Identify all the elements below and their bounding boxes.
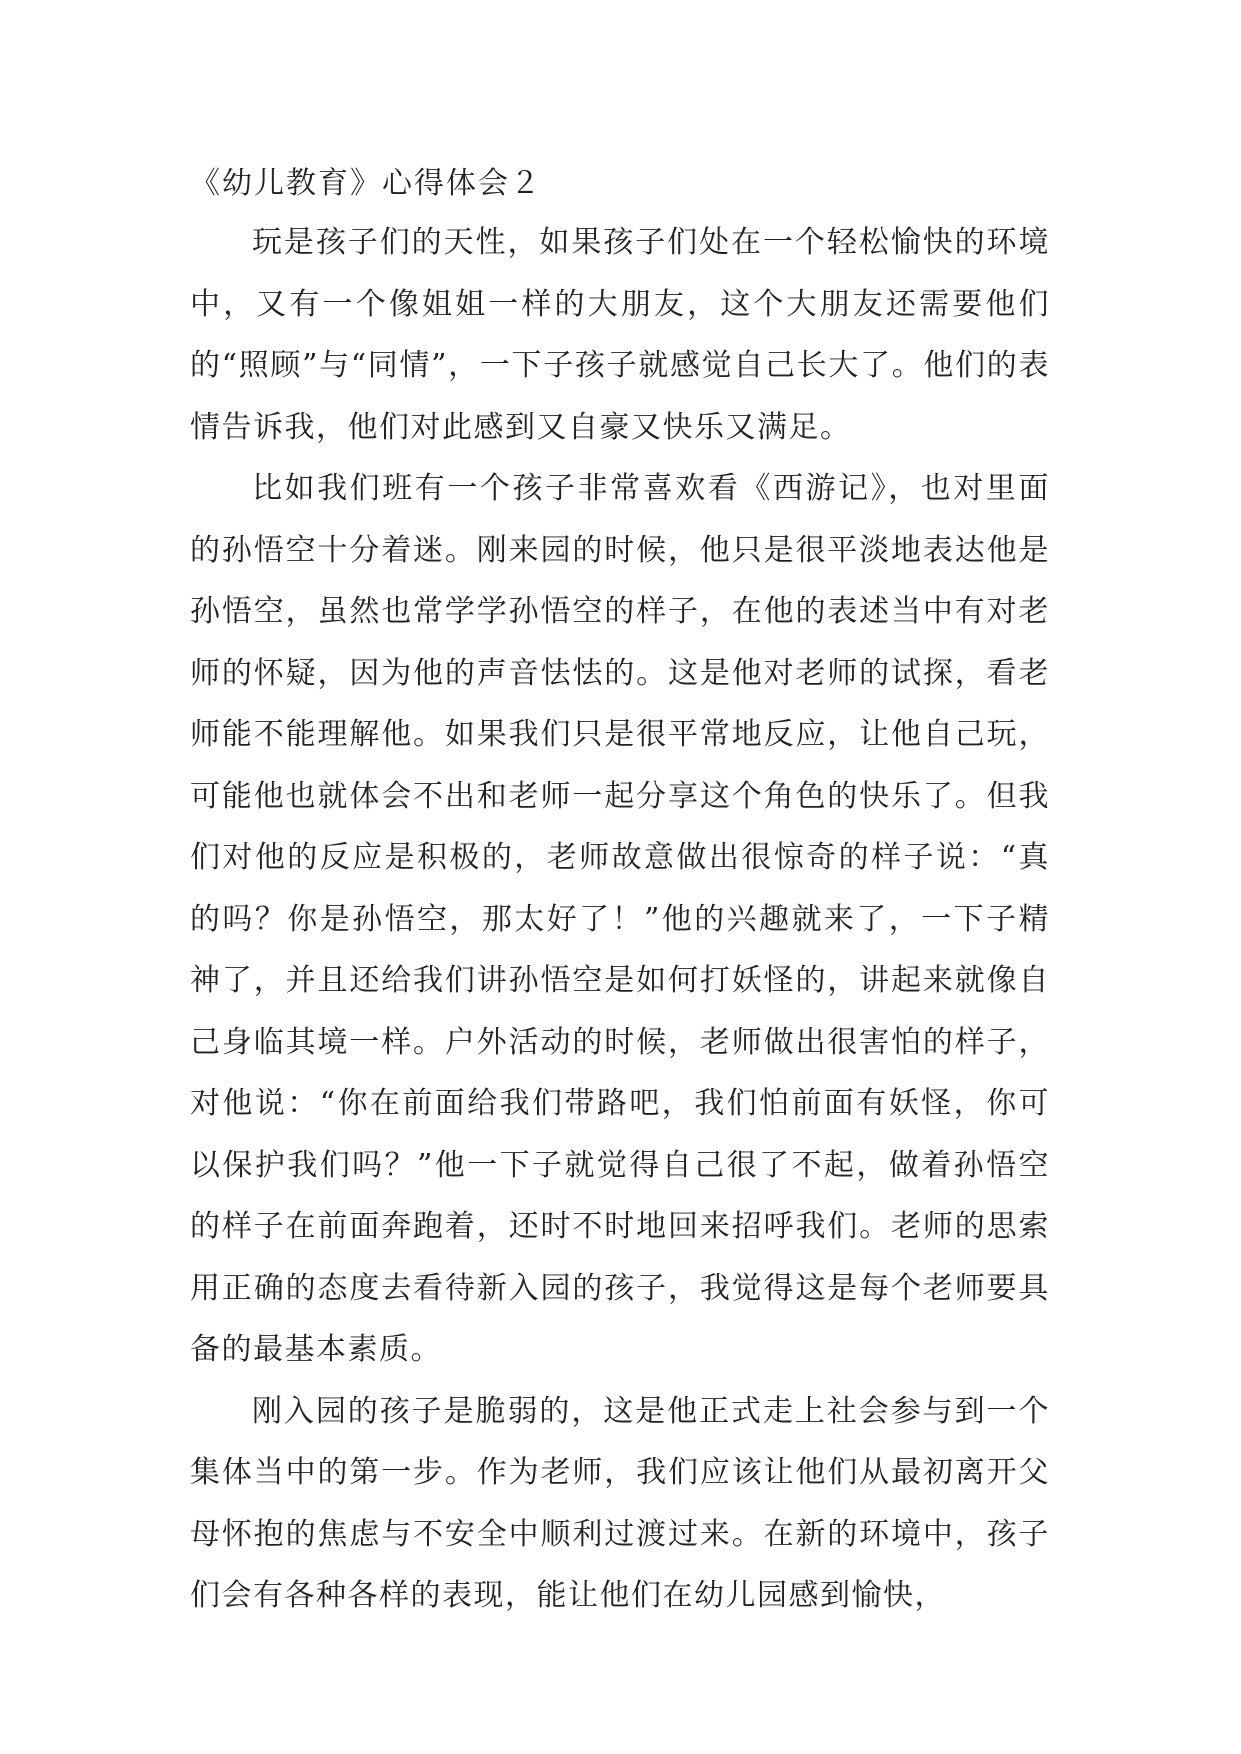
paragraph-1: 玩是孩子们的天性，如果孩子们处在一个轻松愉快的环境中，又有一个像姐姐一样的大朋友，这个大朋友还需要他们的“照顾”与“同情”，一下子孩子就感觉自己长大了。他们的表情告诉我，他们对此感到又自豪又快乐又满足。	[190, 225, 1050, 445]
document-title: 《幼儿教育》心得体会２	[190, 166, 542, 201]
paragraph-3: 刚入园的孩子是脆弱的，这是他正式走上社会参与到一个集体当中的第一步。作为老师，我们应该让他们从最初离开父母怀抱的焦虑与不安全中顺利过渡过来。在新的环境中，孩子们会有各种各样的表现，能让他们在幼儿园感到愉快，	[190, 1393, 1050, 1613]
paragraph-2: 比如我们班有一个孩子非常喜欢看《西游记》，也对里面的孙悟空十分着迷。刚来园的时候，他只是很平淡地表达他是孙悟空，虽然也常学学孙悟空的样子，在他的表述当中有对老师的怀疑，因为他的声音怯怯的。这是他对老师的试探，看老师能不能理解他。如果我们只是很平常地反应，让他自己玩，可能他也就体会不出和老师一起分享这个角色的快乐了。但我们对他的反应是积极的，老师故意做出很惊奇的样子说：“真的吗？你是孙悟空，那太好了！”他的兴趣就来了，一下子精神了，并且还给我们讲孙悟空是如何打妖怪的，讲起来就像自己身临其境一样。户外活动的时候，老师做出很害怕的样子，对他说：“你在前面给我们带路吧，我们怕前面有妖怪，你可以保护我们吗？”他一下子就觉得自己很了不起，做着孙悟空的样子在前面奔跑着，还时不时地回来招呼我们。老师的思索用正确的态度去看待新入园的孩子，我觉得这是每个老师要具备的最基本素质。	[190, 471, 1050, 1367]
document-body	[190, 160, 1050, 1627]
